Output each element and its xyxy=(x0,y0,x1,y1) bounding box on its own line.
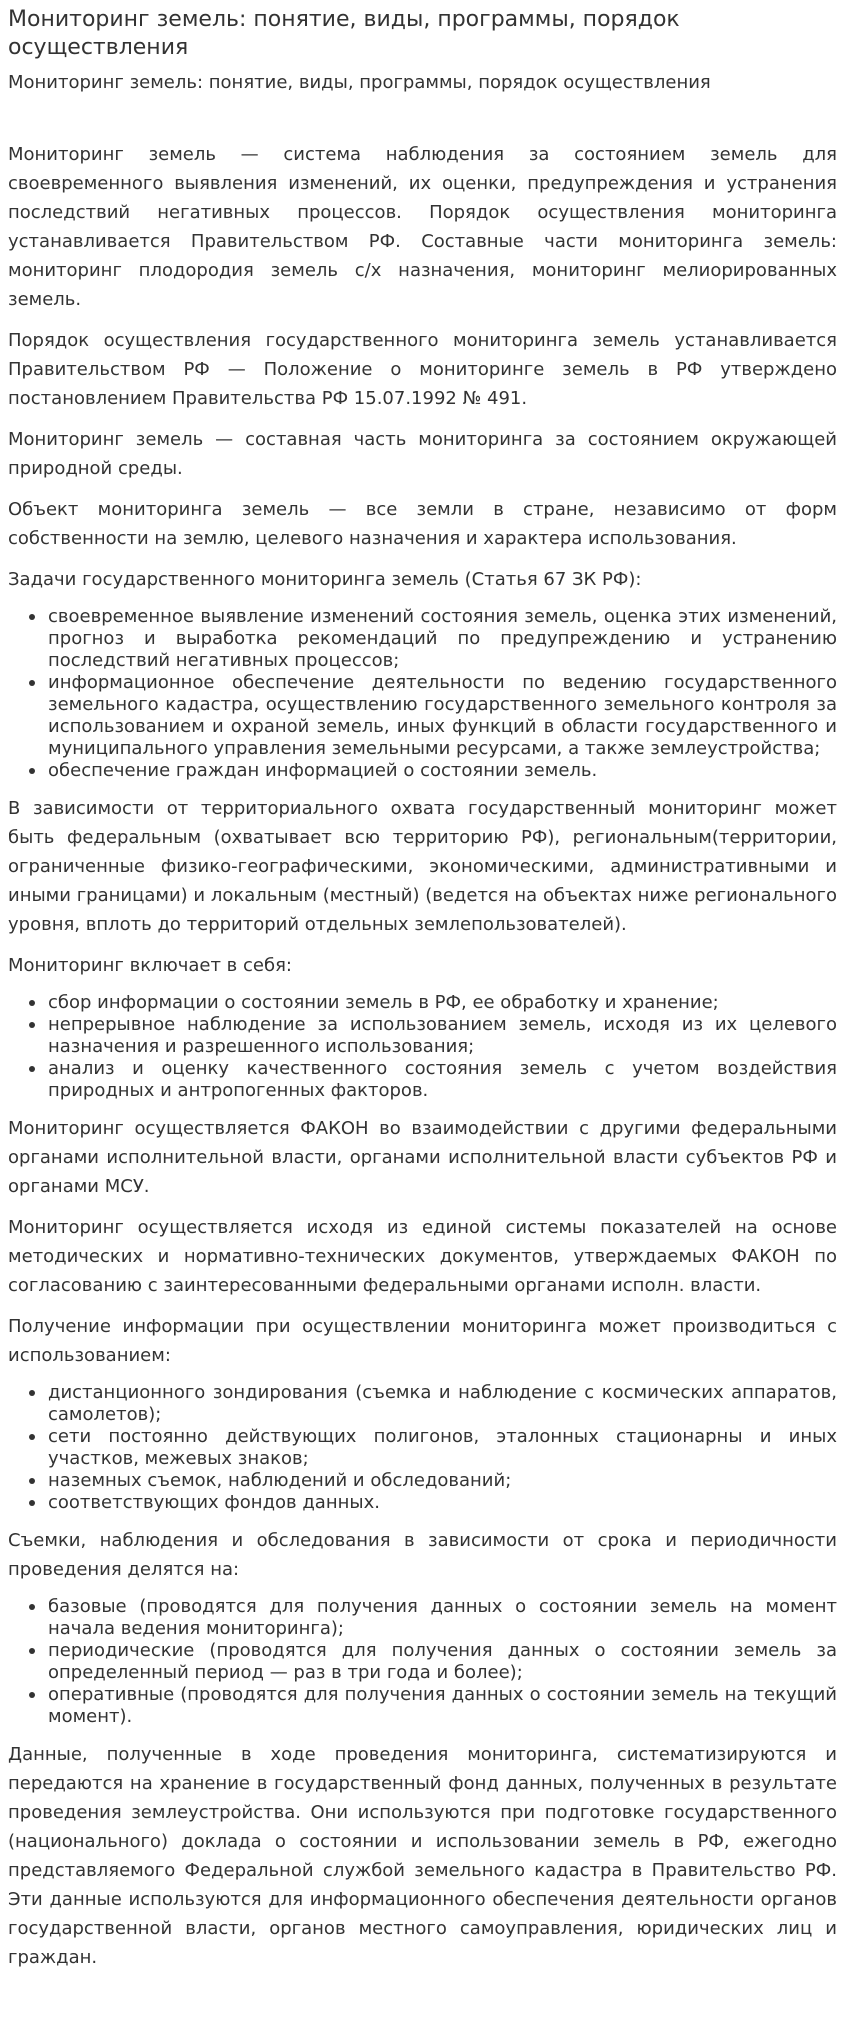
paragraph-coverage: В зависимости от территориального охвата государственный мониторинг может быть федеральным (охватывает всю территорию РФ), региональным(территории, ограниченные физико-географическими, экономическими, административными и иными границами) и локальным (местный) (ведется на объектах ниже регионального уровня, вплоть до территорий отдельных землепользователей). xyxy=(8,798,837,935)
sources-list xyxy=(8,1382,837,1514)
list-item: обеспечение граждан информацией о состоянии земель. xyxy=(48,760,837,782)
paragraph-executor: Мониторинг осуществляется ФАКОН во взаимодействии с другими федеральными органами исполнительной власти, органами исполнительной власти субъектов РФ и органами МСУ. xyxy=(8,1118,837,1197)
list-item: наземных съемок, наблюдений и обследований; xyxy=(48,1470,837,1492)
paragraph-indicators: Мониторинг осуществляется исходя из единой системы показателей на основе методических и нормативно-технических документов, утверждаемых ФАКОН по согласованию с заинтересованными федеральными органами исполн. власти. xyxy=(8,1217,837,1296)
list-item: информационное обеспечение деятельности по ведению государственного земельного кадастра, осуществлению государственного земельного контроля за использованием и охраной земель, иных функций в области государственного и муниципального управления земельными ресурсами, а также землеустройства; xyxy=(48,672,837,760)
paragraph-includes-intro: Мониторинг включает в себя: xyxy=(8,955,292,976)
list-item: сбор информации о состоянии земель в РФ, ее обработку и хранение; xyxy=(48,992,837,1014)
paragraph-survey-intro: Съемки, наблюдения и обследования в зависимости от срока и периодичности проведения делятся на: xyxy=(8,1530,837,1580)
list-item: дистанционного зондирования (съемка и наблюдение с космических аппаратов, самолетов); xyxy=(48,1382,837,1426)
list-item: периодические (проводятся для получения данных о состоянии земель за определенный период — раз в три года и более); xyxy=(48,1640,837,1684)
paragraph-data-usage: Данные, полученные в ходе проведения мониторинга, систематизируются и передаются на хранение в государственный фонд данных, полученных в результате проведения землеустройства. Они используются при подготовке государственного (национального) доклада о состоянии и использовании земель в РФ, ежегодно представляемого Федеральной службой земельного кадастра в Правительство РФ. Эти данные используются для информационного обеспечения деятельности органов государственной власти, органов местного самоуправления, юридических лиц и граждан. xyxy=(8,1744,837,1968)
bullet-icon xyxy=(29,1500,35,1506)
paragraph-tasks-intro: Задачи государственного мониторинга земель (Статья 67 ЗК РФ): xyxy=(8,569,642,590)
list-item: непрерывное наблюдение за использованием земель, исходя из их целевого назначения и разрешенного использования; xyxy=(48,1014,837,1058)
bullet-icon xyxy=(29,1434,35,1440)
bullet-icon xyxy=(29,680,35,686)
bullet-icon xyxy=(29,1692,35,1698)
bullet-icon xyxy=(29,768,35,774)
page-title: Мониторинг земель: понятие, виды, программы, порядок осуществления xyxy=(8,7,680,60)
bullet-icon xyxy=(29,1390,35,1396)
bullet-icon xyxy=(29,1648,35,1654)
bullet-icon xyxy=(29,1022,35,1028)
page-subtitle: Мониторинг земель: понятие, виды, программы, порядок осуществления xyxy=(8,72,711,93)
list-item: соответствующих фондов данных. xyxy=(48,1492,837,1514)
includes-list xyxy=(8,992,837,1102)
list-item: анализ и оценку качественного состояния земель с учетом воздействия природных и антропогенных факторов. xyxy=(48,1058,837,1102)
list-item: своевременное выявление изменений состояния земель, оценка этих изменений, прогноз и выработка рекомендаций по предупреждению и устранению последствий негативных процессов; xyxy=(48,606,837,672)
paragraph-object: Объект мониторинга земель — все земли в стране, независимо от форм собственности на землю, целевого назначения и характера использования. xyxy=(8,499,837,549)
list-item: оперативные (проводятся для получения данных о состоянии земель на текущий момент). xyxy=(48,1684,837,1728)
paragraph-sources-intro: Получение информации при осуществлении мониторинга может производиться с использованием: xyxy=(8,1316,837,1366)
list-item: базовые (проводятся для получения данных о состоянии земель на момент начала ведения мониторинга); xyxy=(48,1596,837,1640)
bullet-icon xyxy=(29,1604,35,1610)
tasks-list xyxy=(8,606,837,782)
bullet-icon xyxy=(29,1478,35,1484)
survey-types-list xyxy=(8,1596,837,1728)
bullet-icon xyxy=(29,1000,35,1006)
paragraph-procedure: Порядок осуществления государственного мониторинга земель устанавливается Правительством РФ — Положение о мониторинге земель в РФ утверждено постановлением Правительства РФ 15.07.1992 № 491. xyxy=(8,330,837,409)
paragraph-definition: Мониторинг земель — система наблюдения за состоянием земель для своевременного выявления изменений, их оценки, предупреждения и устранения последствий негативных процессов. Порядок осуществления мониторинга устанавливается Правительством РФ. Составные части мониторинга земель: мониторинг плодородия земель с/х назначения, мониторинг мелиорированных земель. xyxy=(8,144,837,310)
bullet-icon xyxy=(29,614,35,620)
bullet-icon xyxy=(29,1066,35,1072)
paragraph-component: Мониторинг земель — составная часть мониторинга за состоянием окружающей природной среды. xyxy=(8,429,837,479)
list-item: сети постоянно действующих полигонов, эталонных стационарны и иных участков, межевых знаков; xyxy=(48,1426,837,1470)
